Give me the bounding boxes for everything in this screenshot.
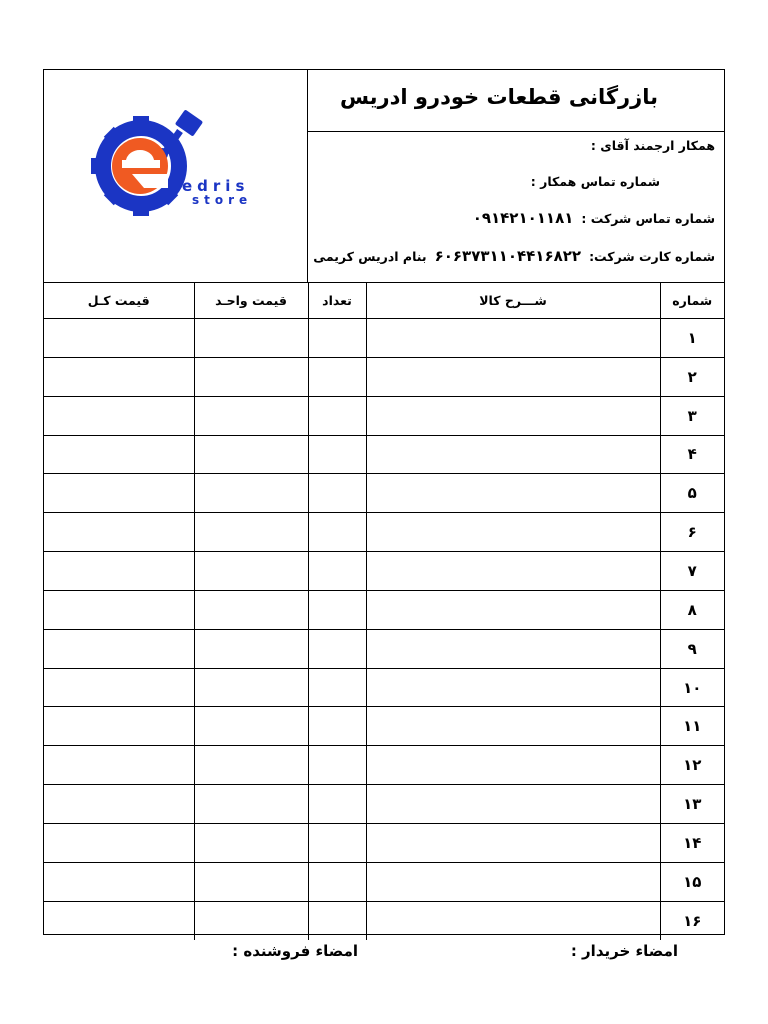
row-number: ۱۳ bbox=[660, 785, 724, 824]
seller-signature: امضاء فروشنده : bbox=[232, 942, 358, 960]
table-row bbox=[44, 513, 724, 552]
description-cell bbox=[366, 396, 660, 435]
quantity-cell bbox=[308, 629, 366, 668]
table-row bbox=[44, 396, 724, 435]
col-unit-price: قیمت واحـد bbox=[194, 283, 308, 319]
total-price-cell bbox=[44, 862, 194, 901]
partner-phone-label: شماره تماس همکار : bbox=[530, 174, 660, 189]
page-title: بازرگانی قطعات خودرو ادریس bbox=[308, 70, 724, 132]
quantity-cell bbox=[308, 862, 366, 901]
unit-price-cell bbox=[194, 435, 308, 474]
company-phone-line bbox=[473, 209, 715, 227]
description-cell bbox=[366, 746, 660, 785]
description-cell bbox=[366, 435, 660, 474]
unit-price-cell bbox=[194, 474, 308, 513]
total-price-cell bbox=[44, 474, 194, 513]
table-header-row bbox=[44, 283, 724, 319]
quantity-cell bbox=[308, 396, 366, 435]
quantity-cell bbox=[308, 707, 366, 746]
unit-price-cell bbox=[194, 552, 308, 591]
quantity-cell bbox=[308, 590, 366, 629]
unit-price-cell bbox=[194, 513, 308, 552]
header-info bbox=[308, 70, 724, 282]
table-row bbox=[44, 435, 724, 474]
buyer-signature: امضاء خریدار : bbox=[570, 942, 678, 960]
table-row bbox=[44, 590, 724, 629]
col-description: شـــرح کالا bbox=[366, 283, 660, 319]
logo-cell bbox=[44, 70, 308, 282]
total-price-cell bbox=[44, 668, 194, 707]
items-table bbox=[44, 282, 724, 940]
unit-price-cell bbox=[194, 823, 308, 862]
description-cell bbox=[366, 552, 660, 591]
table-row bbox=[44, 901, 724, 940]
table-row bbox=[44, 785, 724, 824]
row-number: ۵ bbox=[660, 474, 724, 513]
table-row bbox=[44, 707, 724, 746]
quantity-cell bbox=[308, 513, 366, 552]
col-number: شماره bbox=[660, 283, 724, 319]
unit-price-cell bbox=[194, 707, 308, 746]
quantity-cell bbox=[308, 785, 366, 824]
e-letter-icon bbox=[112, 138, 168, 194]
row-number: ۱۰ bbox=[660, 668, 724, 707]
row-number: ۱۵ bbox=[660, 862, 724, 901]
total-price-cell bbox=[44, 746, 194, 785]
row-number: ۴ bbox=[660, 435, 724, 474]
unit-price-cell bbox=[194, 785, 308, 824]
row-number: ۷ bbox=[660, 552, 724, 591]
description-cell bbox=[366, 707, 660, 746]
logo-line1: edris bbox=[182, 177, 250, 195]
total-price-cell bbox=[44, 513, 194, 552]
col-total-price: قیمت کـل bbox=[44, 283, 194, 319]
table-row bbox=[44, 668, 724, 707]
company-phone-value: ۰۹۱۴۲۱۰۱۱۸۱ bbox=[472, 209, 574, 227]
description-cell bbox=[366, 823, 660, 862]
row-number: ۲ bbox=[660, 357, 724, 396]
unit-price-cell bbox=[194, 862, 308, 901]
total-price-cell bbox=[44, 901, 194, 940]
company-phone-label: شماره تماس شرکت : bbox=[581, 211, 715, 226]
description-cell bbox=[366, 901, 660, 940]
quantity-cell bbox=[308, 357, 366, 396]
description-cell bbox=[366, 629, 660, 668]
unit-price-cell bbox=[194, 629, 308, 668]
quantity-cell bbox=[308, 901, 366, 940]
logo-line2: store bbox=[192, 193, 253, 207]
quantity-cell bbox=[308, 668, 366, 707]
quantity-cell bbox=[308, 319, 366, 358]
table-row bbox=[44, 629, 724, 668]
unit-price-cell bbox=[194, 319, 308, 358]
description-cell bbox=[366, 668, 660, 707]
row-number: ۹ bbox=[660, 629, 724, 668]
description-cell bbox=[366, 590, 660, 629]
total-price-cell bbox=[44, 552, 194, 591]
col-quantity: تعداد bbox=[308, 283, 366, 319]
unit-price-cell bbox=[194, 901, 308, 940]
total-price-cell bbox=[44, 629, 194, 668]
description-cell bbox=[366, 474, 660, 513]
table-row bbox=[44, 552, 724, 591]
unit-price-cell bbox=[194, 396, 308, 435]
description-cell bbox=[366, 319, 660, 358]
unit-price-cell bbox=[194, 668, 308, 707]
card-owner: بنام ادریس کریمی bbox=[313, 249, 427, 264]
description-cell bbox=[366, 785, 660, 824]
description-cell bbox=[366, 513, 660, 552]
table-row bbox=[44, 474, 724, 513]
quantity-cell bbox=[308, 552, 366, 591]
table-row bbox=[44, 746, 724, 785]
quantity-cell bbox=[308, 474, 366, 513]
unit-price-cell bbox=[194, 357, 308, 396]
table-row bbox=[44, 823, 724, 862]
row-number: ۱۲ bbox=[660, 746, 724, 785]
total-price-cell bbox=[44, 590, 194, 629]
total-price-cell bbox=[44, 396, 194, 435]
table-row bbox=[44, 862, 724, 901]
card-label: شماره کارت شرکت: bbox=[589, 249, 715, 264]
quantity-cell bbox=[308, 823, 366, 862]
row-number: ۱۱ bbox=[660, 707, 724, 746]
description-cell bbox=[366, 357, 660, 396]
quantity-cell bbox=[308, 746, 366, 785]
unit-price-cell bbox=[194, 590, 308, 629]
quantity-cell bbox=[308, 435, 366, 474]
table-row bbox=[44, 319, 724, 358]
partner-label: همکار ارجمند آقای : bbox=[590, 138, 715, 153]
row-number: ۱ bbox=[660, 319, 724, 358]
card-line bbox=[313, 247, 715, 265]
row-number: ۱۴ bbox=[660, 823, 724, 862]
total-price-cell bbox=[44, 823, 194, 862]
total-price-cell bbox=[44, 357, 194, 396]
row-number: ۸ bbox=[660, 590, 724, 629]
total-price-cell bbox=[44, 785, 194, 824]
total-price-cell bbox=[44, 707, 194, 746]
total-price-cell bbox=[44, 319, 194, 358]
edris-store-logo bbox=[44, 70, 308, 282]
invoice-form bbox=[43, 69, 725, 935]
row-number: ۳ bbox=[660, 396, 724, 435]
table-row bbox=[44, 357, 724, 396]
unit-price-cell bbox=[194, 746, 308, 785]
row-number: ۶ bbox=[660, 513, 724, 552]
card-value: ۶۰۶۳۷۳۱۱۰۴۴۱۶۸۲۲ bbox=[434, 247, 582, 265]
total-price-cell bbox=[44, 435, 194, 474]
description-cell bbox=[366, 862, 660, 901]
row-number: ۱۶ bbox=[660, 901, 724, 940]
